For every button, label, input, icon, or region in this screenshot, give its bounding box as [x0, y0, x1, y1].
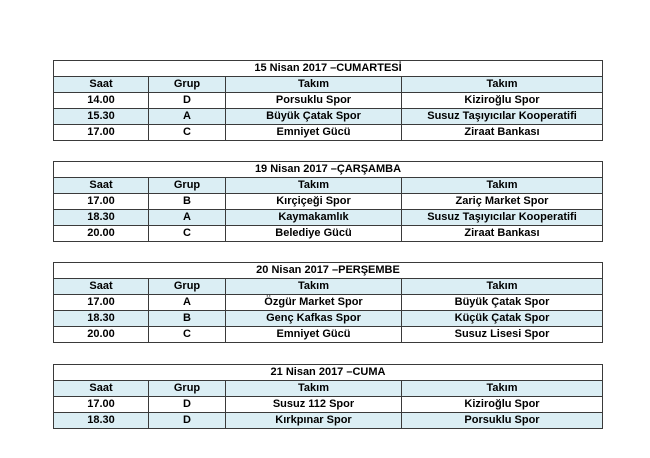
- match-group: D: [149, 93, 226, 109]
- away-team: Küçük Çatak Spor: [402, 311, 603, 327]
- match-time: 20.00: [54, 226, 149, 242]
- column-header-time: Saat: [54, 381, 149, 397]
- match-group: D: [149, 413, 226, 429]
- match-row: [54, 93, 603, 109]
- away-team: Susuz Taşıyıcılar Kooperatifi: [402, 210, 603, 226]
- away-team: Büyük Çatak Spor: [402, 295, 603, 311]
- match-group: D: [149, 397, 226, 413]
- match-group: B: [149, 311, 226, 327]
- match-group: C: [149, 226, 226, 242]
- column-header-group: Grup: [149, 178, 226, 194]
- match-time: 18.30: [54, 413, 149, 429]
- match-row: [54, 397, 603, 413]
- away-team: Susuz Taşıyıcılar Kooperatifi: [402, 109, 603, 125]
- home-team: Kırçiçeği Spor: [226, 194, 402, 210]
- match-schedule-table: [53, 364, 603, 429]
- match-schedule-table: [53, 262, 603, 343]
- away-team: Zariç Market Spor: [402, 194, 603, 210]
- column-header-time: Saat: [54, 279, 149, 295]
- away-team: Kiziroğlu Spor: [402, 93, 603, 109]
- column-header-team: Takım: [226, 381, 402, 397]
- match-time: 15.30: [54, 109, 149, 125]
- match-time: 17.00: [54, 295, 149, 311]
- match-row: [54, 226, 603, 242]
- day-title: 20 Nisan 2017 –PERŞEMBE: [54, 263, 603, 279]
- match-group: A: [149, 210, 226, 226]
- home-team: Kaymakamlık: [226, 210, 402, 226]
- match-row: [54, 210, 603, 226]
- match-schedule-table: [53, 161, 603, 242]
- match-time: 18.30: [54, 210, 149, 226]
- home-team: Susuz 112 Spor: [226, 397, 402, 413]
- column-header-team: Takım: [402, 178, 603, 194]
- match-group: A: [149, 109, 226, 125]
- match-time: 14.00: [54, 93, 149, 109]
- match-time: 20.00: [54, 327, 149, 343]
- column-header-team: Takım: [402, 279, 603, 295]
- match-row: [54, 327, 603, 343]
- column-header-group: Grup: [149, 279, 226, 295]
- column-header-time: Saat: [54, 178, 149, 194]
- home-team: Porsuklu Spor: [226, 93, 402, 109]
- column-header-team: Takım: [226, 178, 402, 194]
- home-team: Özgür Market Spor: [226, 295, 402, 311]
- column-header-team: Takım: [402, 381, 603, 397]
- match-row: [54, 109, 603, 125]
- match-group: C: [149, 125, 226, 141]
- away-team: Porsuklu Spor: [402, 413, 603, 429]
- away-team: Kiziroğlu Spor: [402, 397, 603, 413]
- match-time: 17.00: [54, 125, 149, 141]
- match-row: [54, 125, 603, 141]
- column-header-team: Takım: [226, 77, 402, 93]
- column-header-team: Takım: [402, 77, 603, 93]
- away-team: Ziraat Bankası: [402, 226, 603, 242]
- header-row: [54, 381, 603, 397]
- match-time: 18.30: [54, 311, 149, 327]
- home-team: Emniyet Gücü: [226, 327, 402, 343]
- day-title: 19 Nisan 2017 –ÇARŞAMBA: [54, 162, 603, 178]
- header-row: [54, 279, 603, 295]
- column-header-group: Grup: [149, 77, 226, 93]
- home-team: Büyük Çatak Spor: [226, 109, 402, 125]
- match-time: 17.00: [54, 194, 149, 210]
- away-team: Susuz Lisesi Spor: [402, 327, 603, 343]
- column-header-group: Grup: [149, 381, 226, 397]
- match-row: [54, 295, 603, 311]
- header-row: [54, 77, 603, 93]
- match-row: [54, 413, 603, 429]
- home-team: Emniyet Gücü: [226, 125, 402, 141]
- column-header-team: Takım: [226, 279, 402, 295]
- match-group: C: [149, 327, 226, 343]
- match-schedule-table: [53, 60, 603, 141]
- column-header-time: Saat: [54, 77, 149, 93]
- header-row: [54, 178, 603, 194]
- day-title: 15 Nisan 2017 –CUMARTESİ: [54, 61, 603, 77]
- home-team: Belediye Gücü: [226, 226, 402, 242]
- match-group: A: [149, 295, 226, 311]
- day-title: 21 Nisan 2017 –CUMA: [54, 365, 603, 381]
- match-group: B: [149, 194, 226, 210]
- match-row: [54, 311, 603, 327]
- match-row: [54, 194, 603, 210]
- away-team: Ziraat Bankası: [402, 125, 603, 141]
- home-team: Kırkpınar Spor: [226, 413, 402, 429]
- home-team: Genç Kafkas Spor: [226, 311, 402, 327]
- match-time: 17.00: [54, 397, 149, 413]
